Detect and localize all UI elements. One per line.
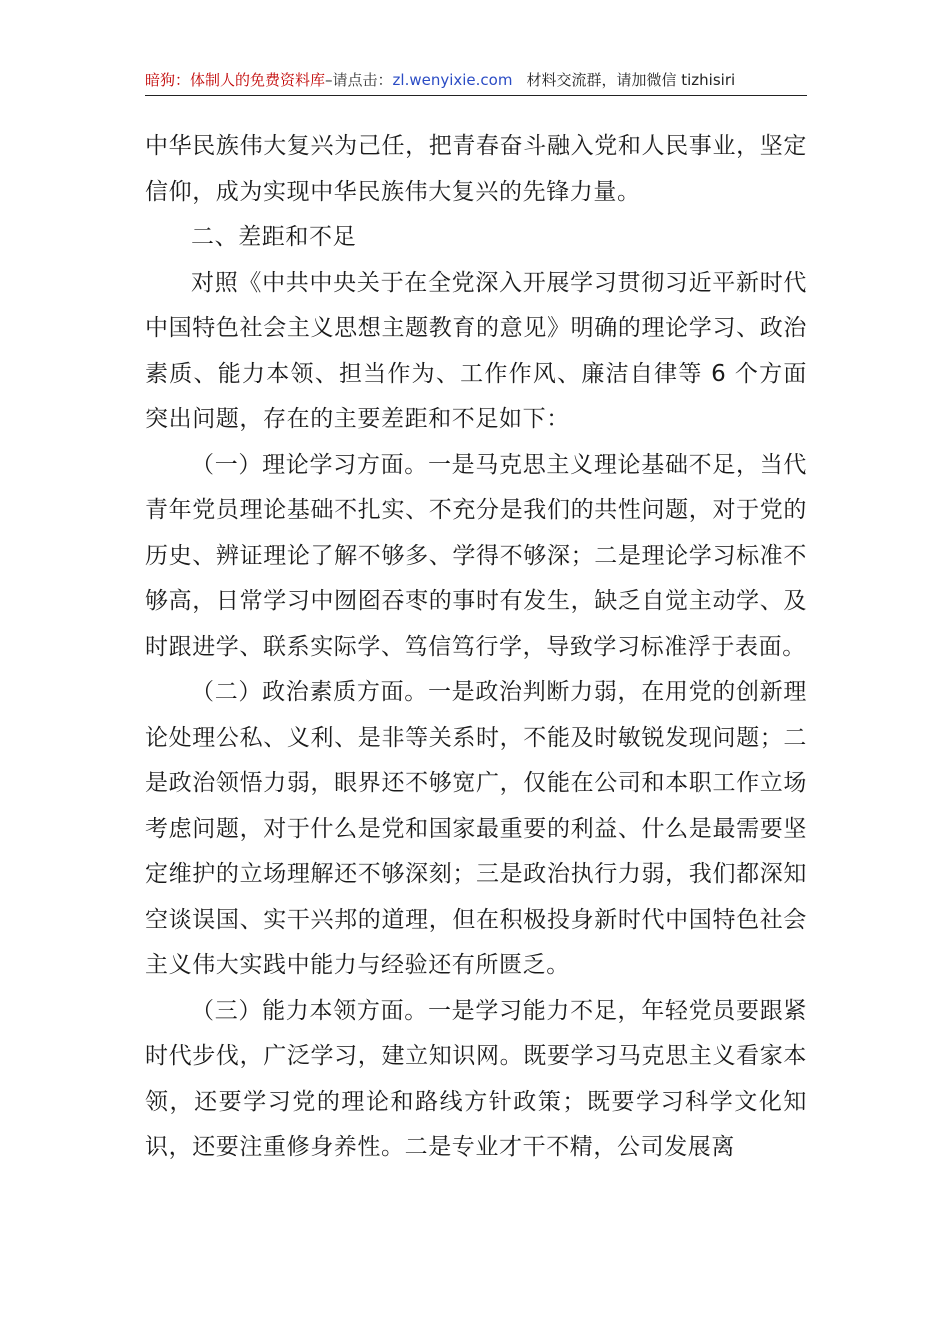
paragraph-ability: （三）能力本领方面。一是学习能力不足，年轻党员要跟紧时代步伐，广泛学习，建立知识网。既要学习马克思主义看家本领，还要学习党的理论和路线方针政策；既要学习科学文化知识，还要注重修身养性。二是专业才干不精，公司发展离 xyxy=(145,997,807,1160)
header-brand: 暗狗：体制人的免费资料库 xyxy=(145,71,326,89)
page-header xyxy=(145,70,805,96)
paragraph-continuation: 中华民族伟大复兴为己任，把青春奋斗融入党和人民事业，坚定信仰，成为实现中华民族伟大复兴的先锋力量。 xyxy=(145,133,807,205)
header-link[interactable]: zl.wenyixie.com xyxy=(392,71,513,89)
header-contact: 材料交流群，请加微信 tizhisiri xyxy=(526,71,736,89)
header-separator: –请点击： xyxy=(325,71,393,89)
section-heading: 二、差距和不足 xyxy=(191,224,357,250)
paragraph-intro: 对照《中共中央关于在全党深入开展学习贯彻习近平新时代中国特色社会主义思想主题教育的意见》明确的理论学习、政治素质、能力本领、担当作为、工作作风、廉洁自律等 6 个方面突出问题，存在的主要差距和不足如下： xyxy=(145,269,807,432)
paragraph-theory-study: （一）理论学习方面。一是马克思主义理论基础不足，当代青年党员理论基础不扎实、不充分是我们的共性问题，对于党的历史、辨证理论了解不够多、学得不够深；二是理论学习标准不够高，日常学习中囫囵吞枣的事时有发生，缺乏自觉主动学、及时跟进学、联系实际学、笃信笃行学，导致学习标准浮于表面。 xyxy=(145,451,807,660)
document-body xyxy=(145,124,807,1171)
paragraph-political-quality: （二）政治素质方面。一是政治判断力弱，在用党的创新理论处理公私、义利、是非等关系时，不能及时敏锐发现问题；二是政治领悟力弱，眼界还不够宽广，仅能在公司和本职工作立场考虑问题，对于什么是党和国家最重要的利益、什么是最需要坚定维护的立场理解还不够深刻；三是政治执行力弱，我们都深知空谈误国、实干兴邦的道理，但在积极投身新时代中国特色社会主义伟大实践中能力与经验还有所匮乏。 xyxy=(145,679,807,978)
header-divider xyxy=(145,95,807,96)
